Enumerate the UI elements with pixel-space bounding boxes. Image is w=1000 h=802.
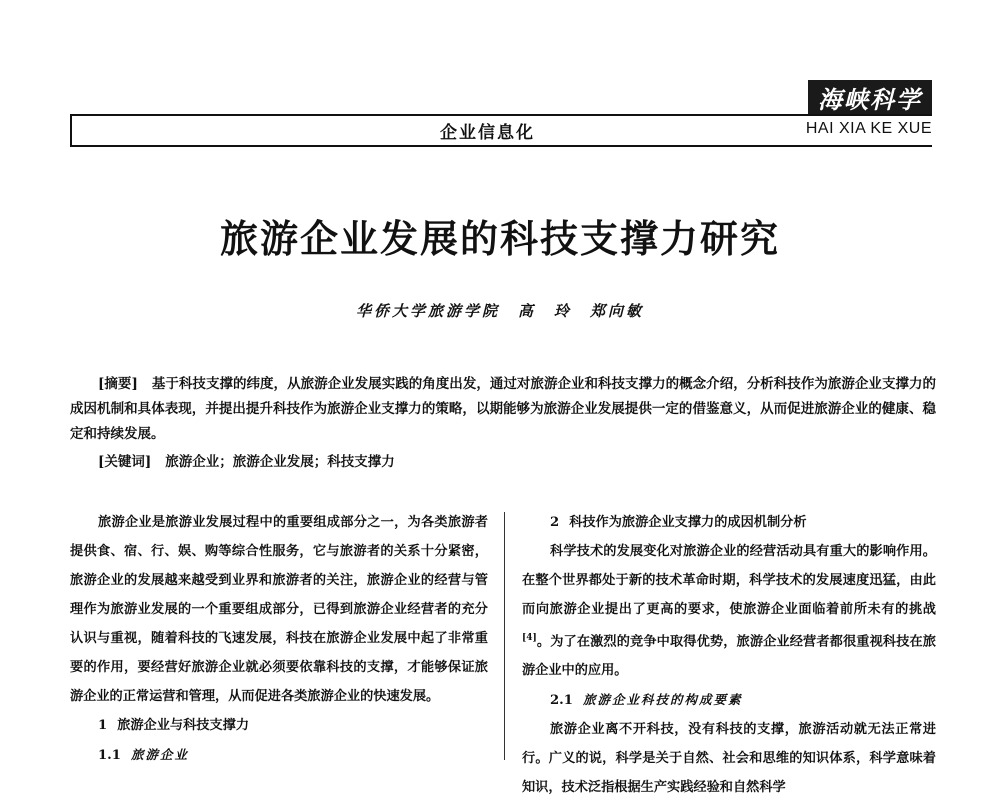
header-rule-bottom: [70, 145, 932, 147]
heading-section-2-title: 科技作为旅游企业支撑力的成因机制分析: [569, 515, 807, 530]
journal-name-badge: 海峡科学: [808, 80, 932, 114]
heading-section-2-1-number: 2.1: [550, 693, 573, 709]
right-paragraph-2: 旅游企业离不开科技，没有科技的支撑，旅游活动就无法正常进行。广义的说，科学是关于自然、社会和思维的知识体系，科学意味着知识，技术泛指根据生产实践经验和自然科学: [522, 722, 936, 796]
keywords-text: 旅游企业；旅游企业发展；科技支撑力: [165, 454, 395, 470]
right-column: [522, 508, 936, 802]
left-paragraph-1: 旅游企业是旅游业发展过程中的重要组成部分之一，为各类旅游者提供食、宿、行、娱、购等综合性服务，它与旅游者的关系十分紧密，旅游企业的发展越来越受到业界和旅游者的关注，旅游企业的经营与管理作为旅游业发展的一个重要组成部分，已得到旅游企业经营者的充分认识与重视，随着科技的飞速发展，科技在旅游企业发展中起了非常重要的作用，要经营好旅游企业就必须要依靠科技的支撑，才能够保证旅游企业的正常运营和管理，从而促进各类旅游企业的快速发展。: [70, 515, 488, 704]
column-divider: [504, 512, 505, 760]
heading-section-1-1-title: 旅游企业: [130, 747, 189, 762]
heading-section-2-number: 2: [550, 515, 560, 530]
journal-pinyin: HAI XIA KE XUE: [805, 120, 932, 137]
abstract: [70, 372, 936, 447]
header-rule-top: [70, 114, 932, 116]
heading-section-1-1-number: 1.1: [98, 748, 121, 763]
abstract-text: 基于科技支撑的纬度，从旅游企业发展实践的角度出发，通过对旅游企业和科技支撑力的概念介绍，分析科技作为旅游企业支撑力的成因机制和具体表现，并提出提升科技作为旅游企业支撑力的策略，以期能够为旅游企业发展提供一定的借鉴意义，从而促进旅游企业的健康、稳定和持续发展。: [70, 376, 937, 442]
left-column: [70, 508, 488, 770]
heading-section-1-number: 1: [98, 718, 108, 733]
citation-ref: [4]: [522, 633, 537, 643]
heading-section-1: [70, 711, 488, 740]
abstract-label: [摘要]: [98, 376, 138, 392]
keywords-label: [关键词]: [98, 454, 152, 470]
right-paragraph-1-text-a: 科学技术的发展变化对旅游企业的经营活动具有重大的影响作用。在整个世界都处于新的技术革命时期，科学技术的发展速度迅猛，由此而向旅游企业提出了更高的要求，使旅游企业面临着前所未有的挑战: [522, 544, 936, 617]
keywords: [70, 450, 936, 475]
section-name: 企业信息化: [440, 123, 535, 143]
article-authors: 华侨大学旅游学院 高 玲 郑向敏: [355, 302, 644, 320]
header-rule-left: [70, 114, 72, 145]
heading-section-1-title: 旅游企业与科技支撑力: [117, 718, 250, 733]
heading-section-2: [522, 508, 936, 537]
heading-section-1-1: [70, 740, 488, 770]
right-paragraph-1: [522, 537, 936, 685]
article-title: 旅游企业发展的科技支撑力研究: [219, 216, 780, 261]
right-paragraph-1-text-b: 。为了在激烈的竞争中取得优势，旅游企业经营者都很重视科技在旅游企业中的应用。: [522, 634, 936, 679]
heading-section-2-1: [522, 685, 936, 715]
heading-section-2-1-title: 旅游企业科技的构成要素: [582, 692, 743, 708]
